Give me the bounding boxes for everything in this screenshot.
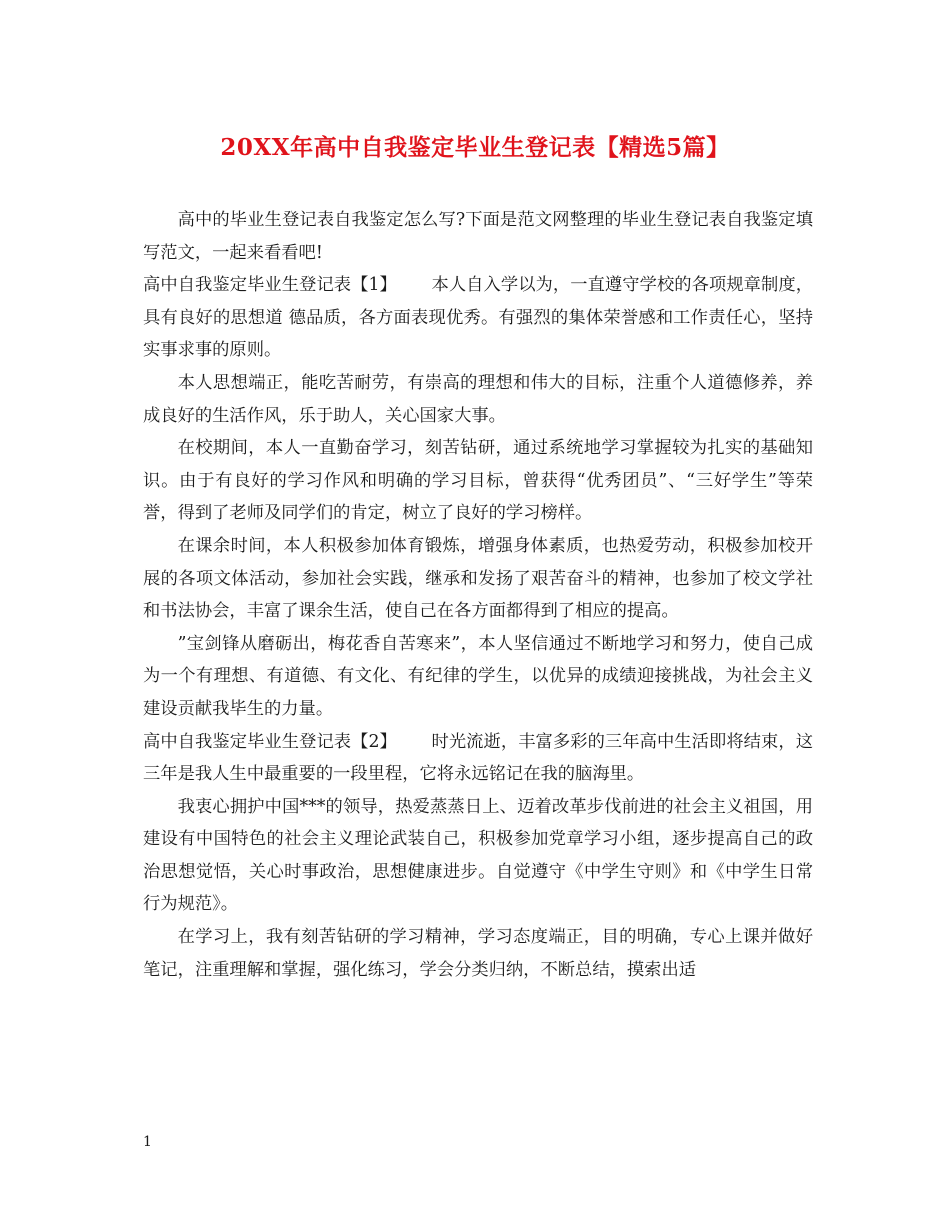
section-2-heading: 高中自我鉴定毕业生登记表【2】 bbox=[143, 731, 397, 752]
section-1-paragraph: ”宝剑锋从磨砺出，梅花香自苦寒来”，本人坚信通过不断地学习和努力，使自己成为一个有理想、有道德、有文化、有纪律的学生，以优异的成绩迎接挑战，为社会主义建设贡献我毕生的力量。 bbox=[143, 633, 813, 719]
section-1-heading: 高中自我鉴定毕业生登记表【1】 bbox=[143, 275, 397, 296]
section-1-paragraph: 在校期间，本人一直勤奋学习，刻苦钻研，通过系统地学习掌握较为扎实的基础知识。由于有良好的学习作风和明确的学习目标，曾获得“优秀团员”、“三好学生”等荣誉，得到了老师及同学们的肯定，树立了良好的学习榜样。 bbox=[143, 438, 813, 524]
document-title: 20XX年高中自我鉴定毕业生登记表【精选5篇】 bbox=[220, 134, 730, 161]
page-number: 1 bbox=[143, 1134, 152, 1150]
document-body bbox=[143, 204, 813, 986]
section-2-paragraph: 在学习上，我有刻苦钻研的学习精神，学习态度端正，目的明确，专心上课并做好笔记，注重理解和掌握，强化练习，学会分类归纳，不断总结，摸索出适 bbox=[143, 927, 813, 980]
section-1-paragraph: 本人思想端正，能吃苦耐劳，有崇高的理想和伟大的目标，注重个人道德修养，养成良好的生活作风，乐于助人，关心国家大事。 bbox=[143, 372, 813, 426]
section-2-opening bbox=[143, 726, 813, 791]
section-1-opening bbox=[143, 269, 813, 367]
section-1-lead: 本人自入学以为，一直遵守学校的各项规章制度，具有良好的思想道 德品质，各方面表现优秀。有强烈的集体荣誉感和工作责任心，坚持实事求事的原则。 bbox=[143, 275, 813, 361]
section-2-lead: 时光流逝，丰富多彩的三年高中生活即将结束，这三年是我人生中最重要的一段里程，它将永远铭记在我的脑海里。 bbox=[143, 731, 813, 785]
intro-paragraph: 高中的毕业生登记表自我鉴定怎么写?下面是范文网整理的毕业生登记表自我鉴定填写范文，一起来看看吧! bbox=[143, 210, 813, 263]
section-1-paragraph: 在课余时间，本人积极参加体育锻炼，增强身体素质，也热爱劳动，积极参加校开展的各项文体活动，参加社会实践，继承和发扬了艰苦奋斗的精神，也参加了校文学社和书法协会，丰富了课余生活，使自己在各方面都得到了相应的提高。 bbox=[143, 535, 813, 622]
section-2-paragraph: 我衷心拥护中国***的领导，热爱蒸蒸日上、迈着改革步伐前进的社会主义祖国，用建设有中国特色的社会主义理论武装自己，积极参加党章学习小组，逐步提高自己的政治思想觉悟，关心时事政治，思想健康进步。自觉遵守《中学生守则》和《中学生日常行为规范》。 bbox=[143, 796, 813, 915]
